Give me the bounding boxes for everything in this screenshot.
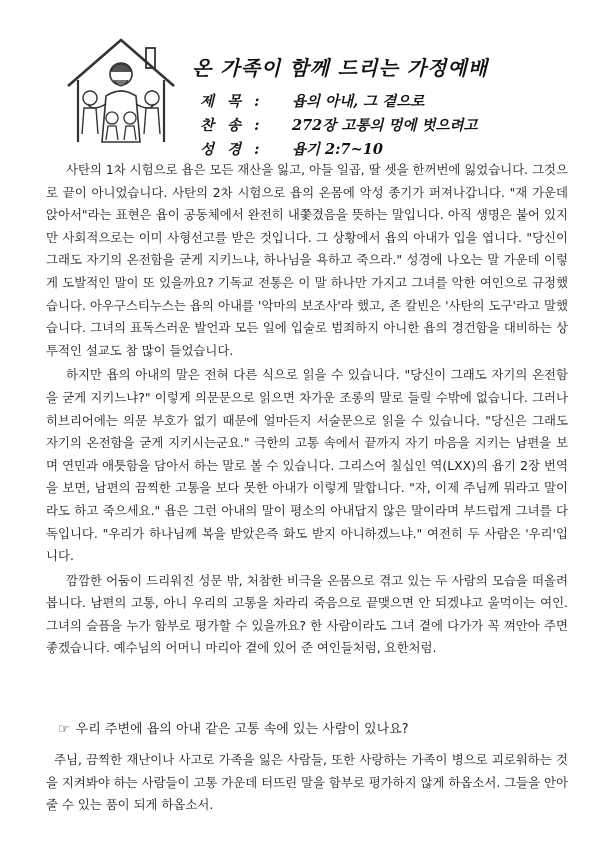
theme-value: 욥의 아내, 그 곁으로 bbox=[292, 93, 425, 110]
hymn-line bbox=[200, 114, 477, 135]
hymn-value: 272장 고통의 멍에 벗으려고 bbox=[292, 117, 478, 134]
theme-line bbox=[200, 90, 424, 111]
theme-label: 제 목 : bbox=[200, 93, 264, 110]
page-title: 온 가족이 함께 드리는 가정예배 bbox=[192, 56, 489, 80]
sermon-body bbox=[46, 159, 568, 662]
scripture-value: 욥기 2:7~10 bbox=[292, 141, 383, 158]
reflection-question bbox=[58, 718, 578, 737]
pointing-hand-icon: ☞ bbox=[58, 722, 70, 737]
paragraph: 사탄의 1차 시험으로 욥은 모든 재산을 잃고, 아들 일곱, 딸 셋을 한꺼번에 잃었습니다. 그것으로 끝이 아니었습니다. 사탄의 2차 시험으로 욥의 온몸에 악성 종기가 퍼져나갑니다. "재 가운데 앉아서"라는 표현은 욥이 공동체에서 완전히 내쫓겼음을 뜻하는 말입니다. 아직 생명은 붙어 있지만 사회적으로는 이미 사형선고를 받은 것입니다. 그 상황에서 욥의 아내가 입을 엽니다. "당신이 그래도 자기의 온전함을 굳게 지키느냐, 하나님을 욕하고 죽으라." 성경에 나오는 말 가운데 이렇게 도발적인 말이 또 있을까요? 기독교 전통은 이 말 하나만 가지고 그녀를 악한 여인으로 규정했습니다. 아우구스티누스는 욥의 아내를 '악마의 보조사'라 했고, 존 칼빈은 '사탄의 도구'라고 말했습니다. 그녀의 표독스러운 발언과 모든 일에 입술로 범죄하지 아니한 욥의 경건함을 대비하는 상투적인 설교도 참 많이 들었습니다. bbox=[46, 162, 568, 358]
scripture-line bbox=[200, 138, 383, 159]
closing-prayer: 주님, 끔찍한 재난이나 사고로 가족을 잃은 사람들, 또한 사랑하는 가족이 병으로 괴로워하는 것을 지켜봐야 하는 사람들이 고통 가운데 터뜨린 말을 함부로 평가하지 않게 하옵소서. 그들을 안아줄 수 있는 품이 되게 하옵소서. bbox=[46, 752, 568, 813]
paragraph: 깜깜한 어둠이 드리워진 성문 밖, 처참한 비극을 온몸으로 겪고 있는 두 사람의 모습을 떠올려 봅니다. 남편의 고통, 아니 우리의 고통을 차라리 죽음으로 끝맺으면 안 되겠냐고 울먹이는 여인. 그녀의 슬픔을 누가 함부로 평가할 수 있을까요? 한 사람이라도 그녀 곁에 다가가 꼭 껴안아 주면 좋겠습니다. 예수님의 어머니 마리아 곁에 있어 준 여인들처럼, 요한처럼. bbox=[46, 572, 568, 656]
scripture-label: 성 경 : bbox=[200, 141, 264, 158]
family-house-icon bbox=[62, 34, 180, 146]
paragraph: 하지만 욥의 아내의 말은 전혀 다른 식으로 읽을 수 있습니다. "당신이 그래도 자기의 온전함을 굳게 지키느냐?" 이렇게 의문문으로 읽으면 차가운 조롱의 말로 들릴 수밖에 없습니다. 그러나 히브리어에는 의문 부호가 없기 때문에 얼마든지 서술문으로 읽을 수 있습니다. "당신은 그래도 자기의 온전함을 굳게 지키시는군요." 극한의 고통 속에서 끝까지 자기 마음을 지키는 남편을 보며 연민과 애틋함을 담아서 하는 말로 볼 수 있습니다. 그리스어 칠십인 역(LXX)의 욥기 2장 번역을 보면, 남편의 끔찍한 고통을 보다 못한 아내가 이렇게 말합니다. "자, 이제 주님께 뭐라고 말이라도 하고 죽으세요." 욥은 그런 아내의 말이 평소의 아내답지 않은 말이라며 부드럽게 그녀를 다독입니다. "우리가 하나님께 복을 받았은즉 화도 받지 아니하겠느냐." 여전히 두 사람은 '우리'입니다. bbox=[46, 367, 568, 564]
question-text: 우리 주변에 욥의 아내 같은 고통 속에 있는 사람이 있나요? bbox=[75, 722, 409, 737]
hymn-label: 찬 송 : bbox=[200, 117, 264, 134]
